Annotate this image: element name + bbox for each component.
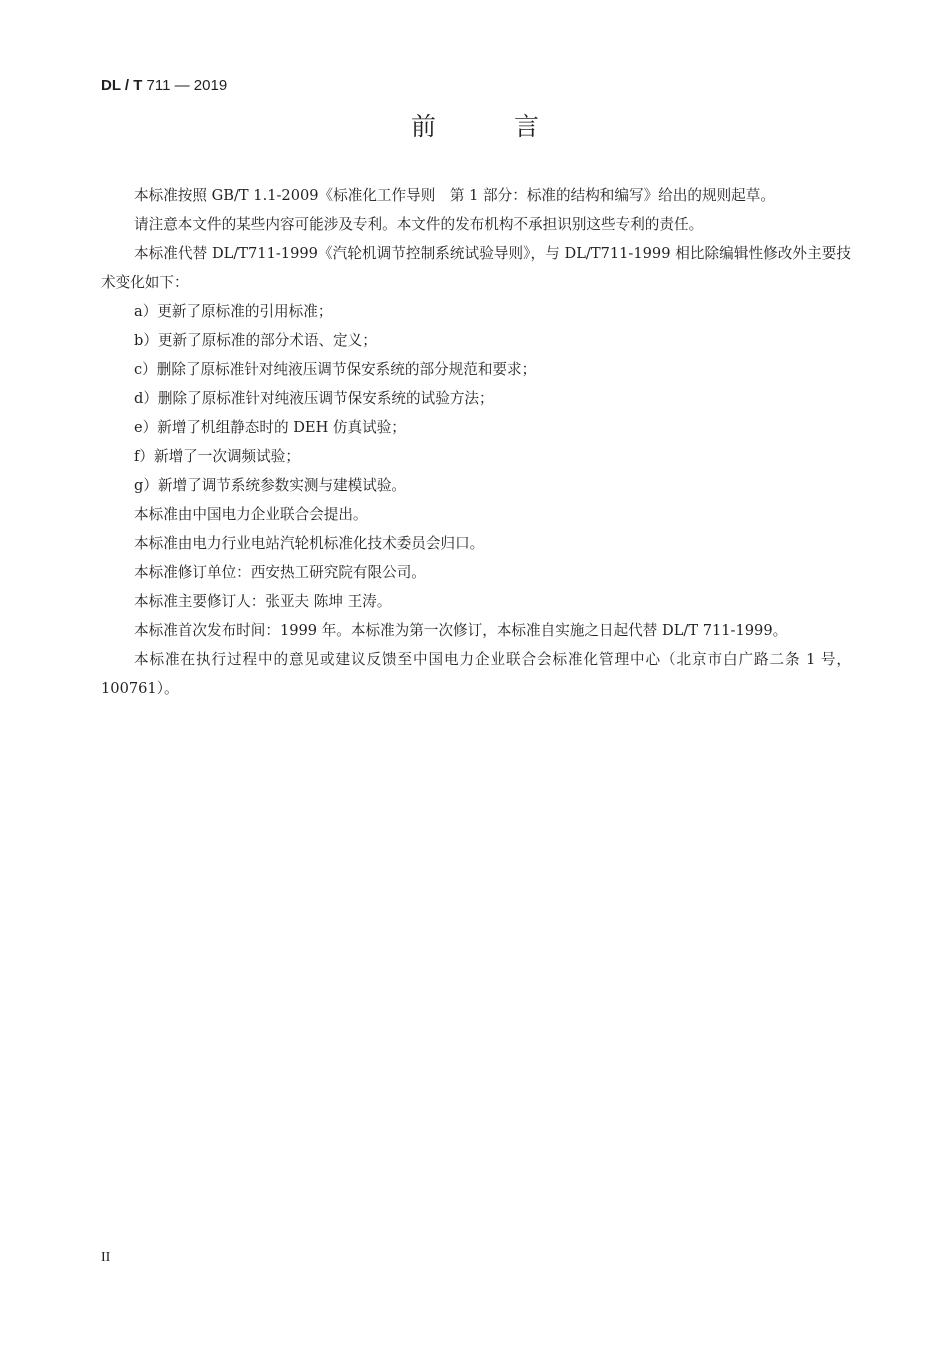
list-item-change-b: b）更新了原标准的部分术语、定义； (134, 332, 377, 349)
page-number: II (101, 1250, 111, 1265)
document-code-prefix: DL / T (101, 77, 143, 94)
paragraph-centralized-by: 本标准由电力行业电站汽轮机标准化技术委员会归口。 (134, 535, 485, 552)
document-code (101, 76, 227, 96)
paragraph-replaces-standard: 本标准代替 DL/T711-1999《汽轮机调节控制系统试验导则》，与 DL/T711-1999 相比除编辑性修改外主要技术变化如下： (101, 245, 851, 291)
list-item-change-g: g）新增了调节系统参数实测与建模试验。 (134, 477, 407, 494)
page-title-right: 言 (514, 112, 540, 141)
list-item-change-a: a）更新了原标准的引用标准； (134, 303, 333, 320)
list-item-change-f: f）新增了一次调频试验； (134, 448, 300, 465)
paragraph-drafting-rules: 本标准按照 GB/T 1.1-2009《标准化工作导则 第 1 部分：标准的结构和编写》给出的规则起草。 (134, 187, 775, 204)
paragraph-revisers: 本标准主要修订人：张亚夫 陈坤 王涛。 (134, 593, 392, 610)
page-title-left: 前 (410, 112, 436, 141)
list-item-change-c: c）删除了原标准针对纯液压调节保安系统的部分规范和要求； (134, 361, 537, 378)
document-code-number: 711 — 2019 (142, 77, 228, 94)
paragraph-revision-unit: 本标准修订单位：西安热工研究院有限公司。 (134, 564, 426, 581)
list-item-change-e: e）新增了机组静态时的 DEH 仿真试验； (134, 419, 406, 436)
paragraph-first-release: 本标准首次发布时间：1999 年。本标准为第一次修订，本标准自实施之日起代替 DL/T 711-1999。 (134, 622, 788, 639)
paragraph-patent-notice: 请注意本文件的某些内容可能涉及专利。本文件的发布机构不承担识别这些专利的责任。 (134, 216, 704, 233)
foreword-body (101, 181, 851, 703)
paragraph-proposed-by: 本标准由中国电力企业联合会提出。 (134, 506, 368, 523)
list-item-change-d: d）删除了原标准针对纯液压调节保安系统的试验方法； (134, 390, 494, 407)
paragraph-feedback-contact: 本标准在执行过程中的意见或建议反馈至中国电力企业联合会标准化管理中心（北京市白广路二条 1 号，100761）。 (101, 651, 851, 697)
page-title (0, 110, 950, 144)
